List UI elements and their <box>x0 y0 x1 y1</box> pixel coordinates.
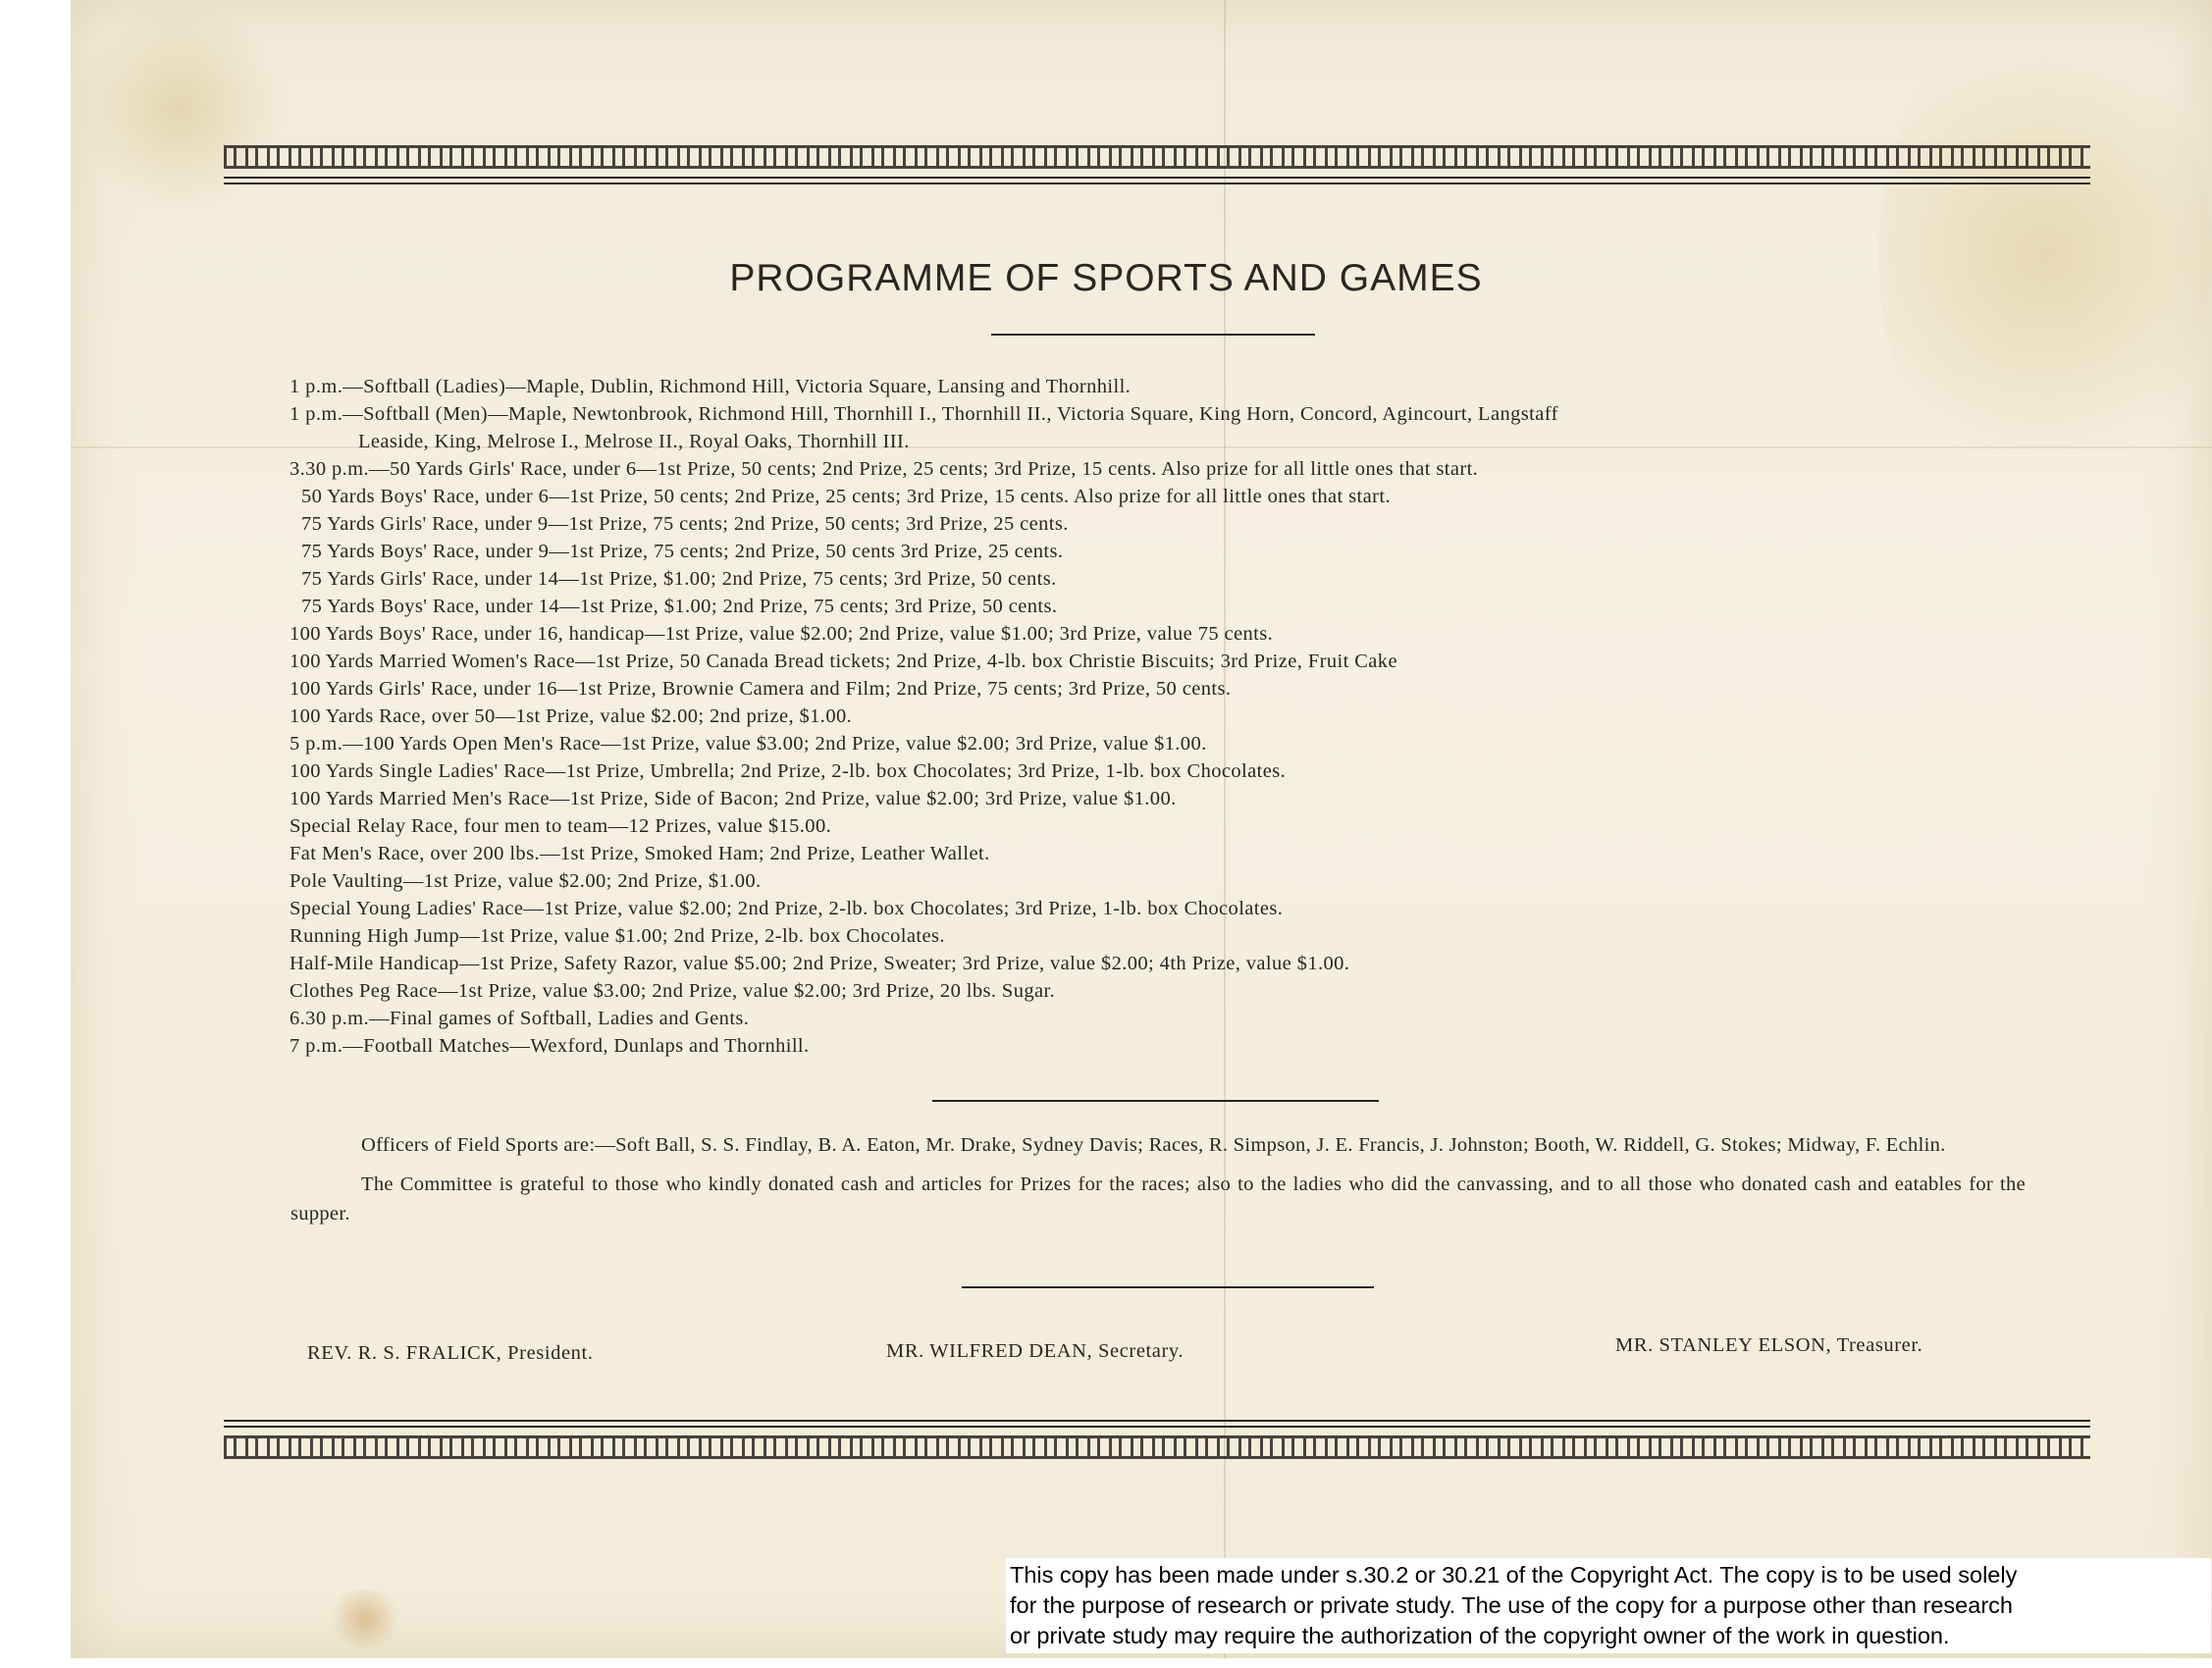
title-divider <box>991 334 1315 336</box>
border-rule <box>224 177 2090 179</box>
event-line: 75 Yards Boys' Race, under 14—1st Prize, $1.00; 2nd Prize, 75 cents; 3rd Prize, 50 cents. <box>301 596 1058 617</box>
notice-line: This copy has been made under s.30.2 or 30.21 of the Copyright Act. The copy is to be used solely <box>1010 1562 2018 1588</box>
notice-line: for the purpose of research or private study. The use of the copy for a purpose other than research <box>1010 1592 2013 1618</box>
event-line: Pole Vaulting—1st Prize, value $2.00; 2nd Prize, $1.00. <box>290 870 762 892</box>
events-list <box>290 373 2056 1060</box>
president-signature: REV. R. S. FRALICK, President. <box>307 1342 594 1364</box>
event-line: 5 p.m.—100 Yards Open Men's Race—1st Prize, value $3.00; 2nd Prize, value $2.00; 3rd Prize, value $1.00. <box>290 733 1207 755</box>
greek-key-pattern <box>224 145 2090 169</box>
page-title: PROGRAMME OF SPORTS AND GAMES <box>729 257 1483 299</box>
event-line: 100 Yards Boys' Race, under 16, handicap—1st Prize, value $2.00; 2nd Prize, value $1.00; 3rd Prize, value 75 cents. <box>290 623 1274 645</box>
greek-key-pattern <box>224 1435 2090 1459</box>
event-line: Running High Jump—1st Prize, value $1.00; 2nd Prize, 2-lb. box Chocolates. <box>290 925 945 947</box>
event-line: 3.30 p.m.—50 Yards Girls' Race, under 6—1st Prize, 50 cents; 2nd Prize, 25 cents; 3rd Prize, 15 cents. Also prize for all little ones that start. <box>290 458 1479 480</box>
secretary-signature: MR. WILFRED DEAN, Secretary. <box>886 1340 1185 1362</box>
greek-key-border-top <box>224 137 2090 177</box>
greek-key-border-bottom <box>224 1428 2090 1467</box>
paper-stain <box>326 1590 404 1648</box>
event-line: 100 Yards Married Women's Race—1st Prize, 50 Canada Bread tickets; 2nd Prize, 4-lb. box Christie Biscuits; 3rd Prize, Fruit Cake <box>290 651 1397 672</box>
border-rule <box>224 1420 2090 1422</box>
section-divider <box>962 1286 1374 1288</box>
treasurer-signature: MR. STANLEY ELSON, Treasurer. <box>1615 1334 1923 1356</box>
event-line: Fat Men's Race, over 200 lbs.—1st Prize, Smoked Ham; 2nd Prize, Leather Wallet. <box>290 843 990 864</box>
event-line: Half-Mile Handicap—1st Prize, Safety Razor, value $5.00; 2nd Prize, Sweater; 3rd Prize, value $2.00; 4th Prize, value $1.00. <box>290 953 1350 974</box>
event-line: 100 Yards Race, over 50—1st Prize, value $2.00; 2nd prize, $1.00. <box>290 705 853 727</box>
event-line: 1 p.m.—Softball (Ladies)—Maple, Dublin, Richmond Hill, Victoria Square, Lansing and Thornhill. <box>290 376 1132 397</box>
event-line: 75 Yards Boys' Race, under 9—1st Prize, 75 cents; 2nd Prize, 50 cents 3rd Prize, 25 cents. <box>301 541 1064 562</box>
committee-paragraph: The Committee is grateful to those who kindly donated cash and articles for Prizes for the races; also to the ladies who did the canvassing, and to all those who donated cash and eatables for the supper. <box>290 1173 2026 1225</box>
section-divider <box>932 1100 1379 1102</box>
event-line: Leaside, King, Melrose I., Melrose II., Royal Oaks, Thornhill III. <box>358 431 910 452</box>
officers-paragraph: Officers of Field Sports are:—Soft Ball, S. S. Findlay, B. A. Eaton, Mr. Drake, Sydney Davis; Races, R. Simpson, J. E. Francis, J. Johnston; Booth, W. Riddell, G. Stokes; Midway, F. Echlin. <box>361 1134 1946 1156</box>
event-line: 7 p.m.—Football Matches—Wexford, Dunlaps and Thornhill. <box>290 1035 810 1057</box>
copyright-notice <box>1006 1558 2211 1653</box>
event-line: Clothes Peg Race—1st Prize, value $3.00; 2nd Prize, value $2.00; 3rd Prize, 20 lbs. Sugar. <box>290 980 1056 1002</box>
event-line: 6.30 p.m.—Final games of Softball, Ladies and Gents. <box>290 1008 750 1029</box>
event-line: 50 Yards Boys' Race, under 6—1st Prize, 50 cents; 2nd Prize, 25 cents; 3rd Prize, 15 cents. Also prize for all little ones that start. <box>301 486 1391 507</box>
event-line: 75 Yards Girls' Race, under 9—1st Prize, 75 cents; 2nd Prize, 50 cents; 3rd Prize, 25 cents. <box>301 513 1069 535</box>
event-line: 100 Yards Girls' Race, under 16—1st Prize, Brownie Camera and Film; 2nd Prize, 75 cents; 3rd Prize, 50 cents. <box>290 678 1232 700</box>
event-line: Special Relay Race, four men to team—12 Prizes, value $15.00. <box>290 815 832 837</box>
event-line: 75 Yards Girls' Race, under 14—1st Prize, $1.00; 2nd Prize, 75 cents; 3rd Prize, 50 cents. <box>301 568 1057 590</box>
notice-line: or private study may require the authorization of the copyright owner of the work in question. <box>1010 1623 1950 1648</box>
event-line: 1 p.m.—Softball (Men)—Maple, Newtonbrook, Richmond Hill, Thornhill I., Thornhill II., Victoria Square, King Horn, Concord, Agincourt, Langstaff <box>290 403 1558 425</box>
event-line: 100 Yards Married Men's Race—1st Prize, Side of Bacon; 2nd Prize, value $2.00; 3rd Prize, value $1.00. <box>290 788 1177 809</box>
officers-section <box>290 1130 2026 1238</box>
event-line: Special Young Ladies' Race—1st Prize, value $2.00; 2nd Prize, 2-lb. box Chocolates; 3rd Prize, 1-lb. box Chocolates. <box>290 898 1284 919</box>
border-rule <box>224 182 2090 184</box>
event-line: 100 Yards Single Ladies' Race—1st Prize, Umbrella; 2nd Prize, 2-lb. box Chocolates; 3rd Prize, 1-lb. box Chocolates. <box>290 760 1287 782</box>
border-rule <box>224 1426 2090 1428</box>
